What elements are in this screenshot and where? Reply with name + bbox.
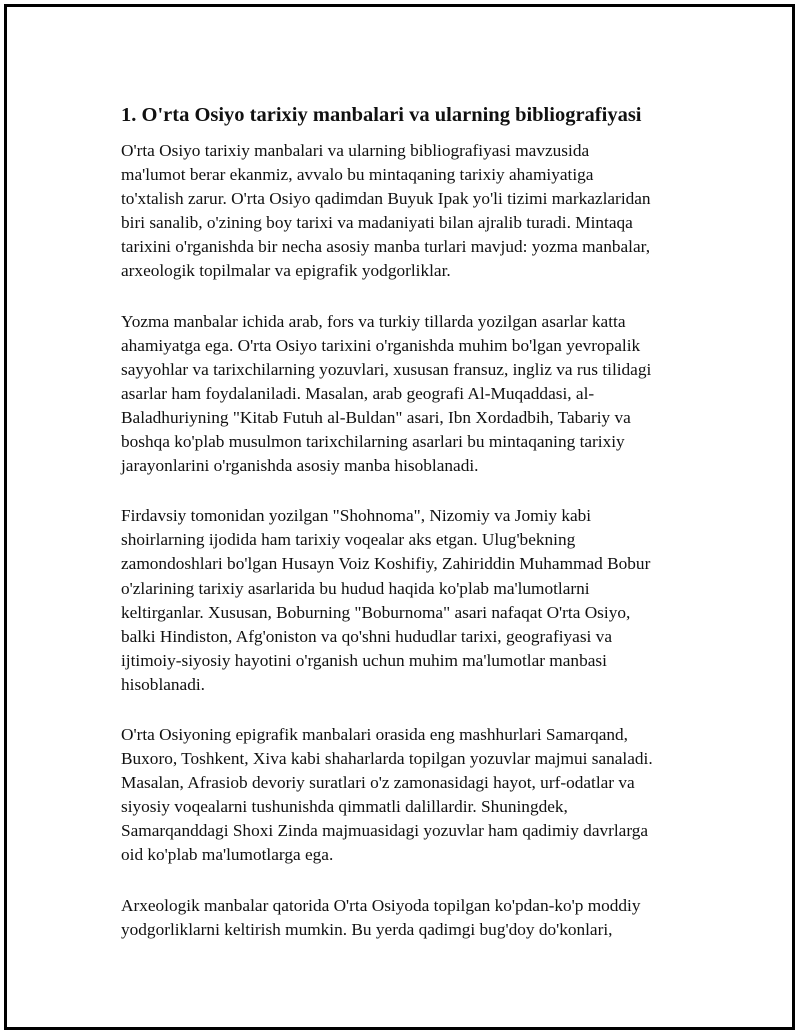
text-line: O'rta Osiyoning epigrafik manbalari orasida eng mashhurlari Samarqand, [121, 724, 628, 744]
text-line: Baladhuriyning "Kitab Futuh al-Buldan" asari, Ibn Xordadbih, Tabariy va [121, 407, 631, 427]
text-line: boshqa ko'plab musulmon tarixchilarning asarlari bu mintaqaning tarixiy [121, 432, 625, 452]
text-line: to'xtalish zarur. O'rta Osiyo qadimdan Buyuk Ipak yo'li tizimi markazlaridan [121, 189, 651, 209]
text-line: tarixini o'rganishda bir necha asosiy manba turlari mavjud: yozma manbalar, [121, 237, 651, 257]
text-line: Buxoro, Toshkent, Xiva kabi shaharlarda topilgan yozuvlar majmui sanaladi. [121, 749, 653, 769]
text-line: o'zlarining tarixiy asarlarida bu hudud haqida ko'plab ma'lumotlarni [121, 578, 590, 598]
text-line: oid ko'plab ma'lumotlarga ega. [121, 845, 334, 865]
text-line: asarlar ham foydalaniladi. Masalan, arab geografi Al-Muqaddasi, al- [121, 383, 595, 403]
text-line: Masalan, Afrasiob devoriy suratlari o'z zamonasidagi hayot, urf-odatlar va [121, 773, 635, 793]
paragraph [121, 310, 696, 479]
text-line: ma'lumot berar ekanmiz, avvalo bu mintaqaning tarixiy ahamiyatiga [121, 165, 594, 185]
text-line: zamondoshlari bo'lgan Husayn Voiz Koshifiy, Zahiriddin Muhammad Bobur [121, 554, 651, 574]
text-line: arxeologik topilmalar va epigrafik yodgorliklar. [121, 261, 451, 281]
paragraph [121, 723, 696, 868]
section-heading: 1. O'rta Osiyo tarixiy manbalari va ularning bibliografiyasi [121, 104, 642, 126]
text-line: Firdavsiy tomonidan yozilgan "Shohnoma", Nizomiy va Jomiy kabi [121, 506, 592, 526]
text-line: ijtimoiy-siyosiy hayotini o'rganish uchun muhim ma'lumotlar manbasi [121, 650, 607, 670]
text-line: biri sanalib, o'zining boy tarixi va madaniyati bilan ajralib turadi. Mintaqa [121, 213, 633, 233]
text-line: ahamiyatga ega. O'rta Osiyo tarixini o'rganishda muhim bo'lgan yevropalik [121, 335, 641, 355]
paragraph [121, 504, 696, 697]
text-line: Arxeologik manbalar qatorida O'rta Osiyoda topilgan ko'pdan-ko'p moddiy [121, 895, 641, 915]
text-line: sayyohlar va tarixchilarning yozuvlari, xususan fransuz, ingliz va rus tilidagi [121, 359, 652, 379]
paragraph [121, 894, 696, 942]
page-frame [4, 4, 795, 1030]
paragraph [121, 139, 696, 284]
text-line: keltirganlar. Xususan, Boburning "Boburnoma" asari nafaqat O'rta Osiyo, [121, 602, 631, 622]
paragraph-list [121, 139, 696, 942]
text-line: Yozma manbalar ichida arab, fors va turkiy tillarda yozilgan asarlar katta [121, 311, 626, 331]
text-line: jarayonlarini o'rganishda asosiy manba hisoblanadi. [121, 456, 479, 476]
text-line: hisoblanadi. [121, 674, 205, 694]
text-line: yodgorliklarni keltirish mumkin. Bu yerda qadimgi bug'doy do'konlari, [121, 919, 613, 939]
text-line: siyosiy voqealarni tushunishda qimmatli dalillardir. Shuningdek, [121, 797, 568, 817]
text-line: balki Hindiston, Afg'oniston va qo'shni hududlar tarixi, geografiyasi va [121, 626, 612, 646]
document-body [121, 101, 696, 968]
text-line: Samarqanddagi Shoxi Zinda majmuasidagi yozuvlar ham qadimiy davrlarga [121, 821, 649, 841]
text-line: shoirlarning ijodida ham tarixiy voqealar aks etgan. Ulug'bekning [121, 530, 576, 550]
text-line: O'rta Osiyo tarixiy manbalari va ularning bibliografiyasi mavzusida [121, 141, 590, 160]
